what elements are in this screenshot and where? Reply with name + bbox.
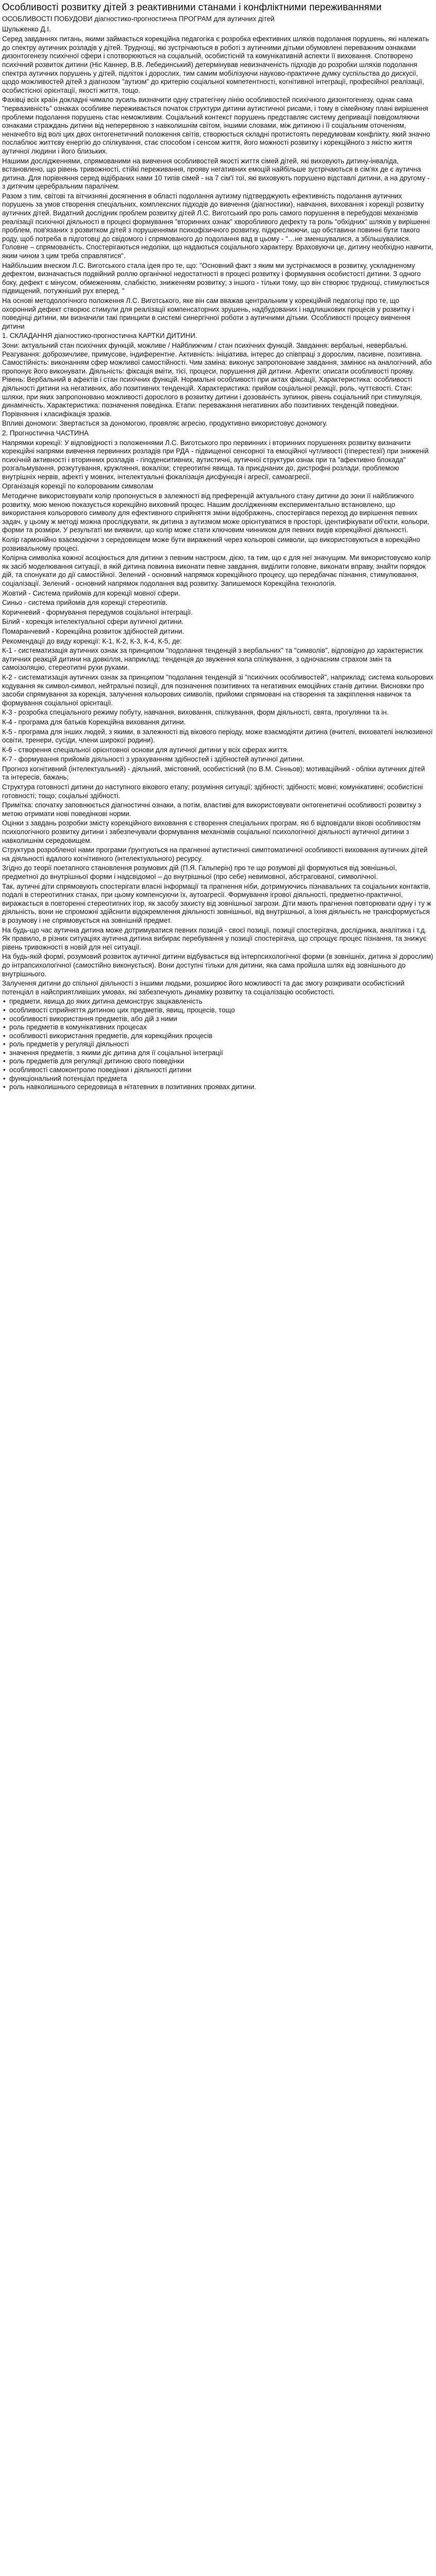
list-item: • функціональний потенціал предмета (2, 1075, 433, 1083)
list-item: • особливості сприйняття дитиною цих предметів, явищ, процесів, тощо (2, 1006, 433, 1015)
considerations-list (2, 997, 433, 1092)
paragraph: Найбільшим внеском Л.С. Виготського стала ідея про те, що: "Основний факт з яким ми зустрічаємося в розвитку, ускладненому дефектом, визначається подвійний роллю органічної недостатності в процесі розвитку і формування особистості дитини. З одного боку, дефект є мінусом, обмеженням, слабкістю, зниженням розвитку; з іншого - тільки тому, що він створює труднощі, стимулюється підвищений, потужніший рух вперед. " (2, 261, 429, 295)
list-item: • роль навколишнього середовища в нітатевних в позитивних проявах дитини. (2, 1083, 433, 1092)
paragraph: Нашими дослідженнями, спрямованими на вивчення особливостей якості життя сімей дітей, які виховують дитину-інваліда, встановлено, що рівень тривожності, стійкі переживання, прояву негативних емоцій найбільше зустрічаються в сім'ях де є аутична дитина. Для порівняння серед відібраних нами 10 типів сімей - на 7 сім'ї тої, які виховують порушено відставлі дитини, а на другому - з дитячим церебральним паралічем. (2, 157, 430, 191)
paragraph: К-5 - програма для інших людей, з якими, в залежності від вікового періоду, може взаємодіяти дитина (вчителі, вихователі інклюзивної освіти, тренери, сусіди, члени широкої родини). (2, 727, 433, 744)
paragraph: К-1 - систематизація аутичних ознак за принципом "подолання тенденцій з вербальних" та "символів", відповідно до характеристик аутичних реакцій дитини на довкілля, наприклад: тенденція до звуження кола спілкування, з одночасним страхом змін та самоізоляцію, стереотипні рухи руками. (2, 647, 423, 672)
paragraph: Рекомендації до виду корекції: К-1, К-2, К-3, К-4, К-5, де: (2, 637, 182, 645)
paragraph: Зони: актуальний стан психічних функцій, можливе / Найближчим / стан психічних функцій. Завдання: вербальні, невербальні. Реагування: доброзичливе, примусове, індиферентне. Активність: ініціатива, інтерес до співпраці з дорослим, пасивне, позитивна. Самостійність: виконанням сфер можливої самостійності. Чим заміна: виконує запропоноване завдання, замінює на аналогічний, або пропонує його виконувати. Діяльність: фіксація вміти, тієї, процеси, порушення дій дитини. Афекти: описати особливості прояву. Рівень: Вербальний в афектів і стан психічних функцій. Нормальні особливості при актах фіксації, Характеристика: особливості діяльності дитини на негативних, або позитивних тенденцій. Характеристика: прийом соціальної реакції, роль, чуттєвості. Стан: шляхи, при яких запропоновано можливості дорослого в розвитку дитини і дозованість зупинок, рівень соціальний при стимуляція, динамічність. Характеристика: позначення поведінка. Етапи: переважання негативних або позитивних тенденцій поведінки. Порівняння і класифікація зразків. (2, 341, 432, 418)
paragraph: На основі методологічного положення Л.С. Виготського, яке він сам вважав центральним у корекційній педагогіці про те, що охоронний дефект створює стимули для реалізації компенсаторних зрушень, надбудованих і надлишкових процесів у розвитку і поведінці дитини, ми визначили такі принципи в системі синергічної роботи з аутичними дітьми. Особливості процесу вивчення дитини (2, 297, 414, 330)
section-correction (2, 482, 433, 996)
article-page (0, 0, 436, 1096)
paragraph: К-6 - створення спеціальної орієнтовної основи для аутичної дитини у всіх сферах життя. (2, 745, 289, 754)
list-item: • особливості використання предметів, для корекційних процесів (2, 1032, 433, 1041)
paragraph: На будь-що час аутична дитина може дотримуватися певних позицій - своєї позиції, позиції спостерігача, дослідника, аналітика і т.д. Як правило, в різних ситуаціях аутична дитина вибирає перебування у позиції спостерігача, що спрощує процес пізнання, та знижує рівень тривожності в новій для неї ситуації. (2, 926, 427, 951)
section-heading-card: 1. СКЛАДАННЯ діагностико-прогностична КАРТКИ ДИТИНИ. (2, 332, 198, 340)
paragraph: Колір гармонійно взаємодіючи з середовищем може бути виражений через кольорові символи, що використовуються в корекційно розвивальному процесі. (2, 536, 421, 552)
section-heading-prognostic: 2. Прогностична ЧАСТИНА (2, 429, 89, 437)
paragraph: Коричневий - формування передумов соціальної інтеграції. (2, 608, 193, 616)
paragraph: Організація корекції по колорованим символам (2, 482, 153, 490)
paragraph: Колірна символіка кожної асоціюється для дитини з певним настроєм, дією, та тим, що є для неї значущим. Ми використовуємо колір як засіб моделювання ситуації, в якій дитина повинна виконати певне завдання, виділити головне, виконати вправу, знайти порядок дій, та спонукати до дії самостійної. Зелений - основний напрямок корекційного процесу, що передбачає пізнання, стимулювання, соціалізації. Зелений - основний напрямок подолання вад розвитку. Запишемося Корекційна технологія. (2, 554, 431, 587)
paragraph: К-3 - розробка спеціального режиму побуту, навчання, виховання, спілкування, форм діяльності, свята, прогулянки та ін. (2, 708, 389, 717)
paragraph: Разом з тим, світові та вітчизняні досягнення в області подолання аутизму підтверджують ефективність подолання аутичних порушень за умов створення спеціальних, комплексних підходів до вивчення (діагностики), навчання, виховання і корекції розвитку аутичних дітей. Видатний дослідник проблем розвитку дітей Л.С. Виготський про роль самого порушення в перебудові механізмів реалізації психічної діяльності в процесі формування "вторинних ознак" хворобливого дефекту та роль "обхідних" шляхів у вирішенні проблем, пов'язаних з розвитком дітей з порушеннями психофізичного розвитку, підкреслюючи, що обставини повинні бути такого роду, щоб потреба в підготовці до свідомого і спрямованого до подолання вад в цьому - "…не зменшувалися, а збільшувалися. Головне – спрямованість. Спостерігаються недоліки, що надаються соціального характеру. Враховуючи це, дитину необхідно навчити, яким чином з цим треба справлятися". (2, 192, 433, 260)
paragraph: Методичне використовувати колір пропонується в залежності від преференцій актуального стану дитини до зони її найближчого розвитку, мою меною показується корекційно виховний процес. Нашим дослідженням експериментально встановлено, що використання кольорового символу для ефективного сприйняття зміни відображень, спостерігався переход до вирішення певних задач, у цьому ж методі можна прослідкувати, як дитина з аутизмом може орієнтуватися в просторі, ідентифікувати об'єкти, кольори, форми та розміри. У результаті ми виявили, що колір може стати ключовим чинником для певних видів корекційної діяльності. (2, 492, 429, 534)
article-author: Шульженко Д.І. (2, 25, 51, 33)
paragraph: Синьо - система прийомів для корекції стереотипів. (2, 599, 168, 607)
paragraph: Білий - корекція інтелектуальної сфери аутичної дитини. (2, 618, 184, 626)
paragraph: Залучення дитини до спільної діяльності з іншими людьми, розширює його можливості та дає змогу розкривати особистісний потенціал в найсприятливіших умовах, які забезпечують динаміку розвитку та соціалізацію особистості. (2, 979, 405, 996)
paragraph: Помаранчевий - Корекційна розвиток здібностей дитини. (2, 627, 184, 635)
section-intro (2, 35, 433, 331)
paragraph: Оцінки з завдань розробки змісту корекційного виховання є створення спеціальних програм, які б відповідали вікові особливостям психологічного розвитку дитини і забезпечували формування механізмів соціальної психологічної діяльності аутичної дитини з навколишнім середовищем. (2, 819, 421, 844)
list-item: • особливості самоконтролю поведінки і діяльності дитини (2, 1066, 433, 1075)
list-item: • особливості використання предметів, або дій з ними (2, 1015, 433, 1024)
section-prognostic (2, 439, 433, 482)
list-item: • роль предметів у регуляції діяльності (2, 1040, 433, 1049)
paragraph: Структура готовності дитини до наступного вікового етапу; розуміння ситуації; здібності; здібності; мовні; комунікативні; особистісні готовності; тощо; соціальні здібності. (2, 783, 423, 800)
list-item: • значення предметів, з якими діє дитина для її соціальної інтеграції (2, 1049, 433, 1058)
paragraph: К-7 - формування прийомів діяльності з урахуванням здібностей і здібностей аутичної дитини. (2, 755, 305, 764)
paragraph: Прогноз когнітивний (інтелектуальний) - діяльний, змістовний, особистісний (по В.М. Сінньов); мотиваційний - обліки аутичних дітей та інтересів, бажань; (2, 765, 425, 782)
paragraph: Впливі дономоги: Звертається за дономогою, провяляє агресію, продуктивно використовує дономогу. (2, 419, 328, 428)
paragraph: Структура розробленої нами програми ґрунтуються на прагненні аутистичної симптоматичної особливості виховання аутичних дітей на діяльності вдалого когнітивного (інтелектуального) ресурсу. (2, 846, 428, 862)
paragraph: На будь-якій формі, розумовий розвиток аутичної дитини відбувається від інтерпсихологічної форми (в зовнішніх, дитина зі дорослим) до інтрапсихологічної (самостійно виконується). Вони доступні тільки для дитини, яка сама пройшла шлях від зовнішнього до внутрішнього. (2, 953, 433, 978)
article-subtitle: ОСОБЛИВОСТІ ПОБУДОВИ діагностико-прогностична ПРОГРАМ для аутичних дітей (2, 15, 275, 23)
list-item: • роль предметів для регуляції дитиною свого поведінки (2, 1057, 433, 1066)
paragraph: Примітка: спочатку заповнюється діагностичні ознаки, а потім, властиві для використовувати онтогенетичні особливості розвитку з метою отримати нові поведінкові норми. (2, 801, 422, 818)
paragraph: Напрямки корекції: У відповідності з положеннями Л.С. Виготського про первинних і вторинних порушеннях розвитку визначити корекційні напрями вивчення первинних розладів при РДА - підвищеної сенсорної та емоційної чутливості (гіперестезії) при зниженій психічній активності і вторинних розладів - гіподенситивних, аутистичні, аутичної структури ознак при та "афективно блокада" розгальмування, розкутування, кружляння, вокалізи; стереотипні явища, та приєднаних до, дистрофні розлади, проблемою внутрішніх нервів, афекті у мовних, інтелектуальні фокалізація дисфункція і агресії, самоагресії. (2, 438, 429, 481)
paragraph: Фахівці всіх країн докладні чимало зусиль визначити одну стратегічну лінію особливостей психічного дизонтогенезу, однак сама "первазивність" ознаках особливе переживається початок структури дитини аутистичної рисами, і тому в сімейному плані вирішення проблеми подолання порушень стає неможливим. Соціальний контекст порушень представляє систему депривації повідомляючи ознаками страждань дитини від неперервною з навколишнім світом, іншими словами, між дитиною і її соціальним оточенням, неначебто від волі цих двох онтогенетичний положення світів, створюється складні протистоять передумовам конфлікту, який значно послаблює життєву енергію до спілкування, стає способом і сенсом життя, його можності розвитку і корекційного з якістю життя аутичної людини і його близьких. (2, 96, 430, 155)
paragraph: К-4 - програма для батьків Корекційна виховання дитини. (2, 718, 186, 726)
section-card (2, 342, 433, 428)
list-item: • роль предметів в комунікативних процесах (2, 1023, 433, 1032)
paragraph: К-2 - систематизація аутичних ознак за принципом "подолання тенденцій зі "психічних особливостей", наприклад: система кольорових кодування як символ-символ, нейтральні позиції, для позначення позитивних та негативних емоційних станів дитини. Висновки про засоби спрямування за корекція, залучення кольорових символів, прийоми спрямовані на створення та закріплення навичок та формування соціальної орієнтації. (2, 673, 433, 707)
list-item: • предмети, явища до яких дитина демонструє зацікавленість (2, 997, 433, 1006)
paragraph: Згідно до теорії поетапного становлення розумових дій (П.Я. Гальперін) про те що розумові дії формуються від зовнішньої, предметної до внутрішньої форми і надсвідомої – до внутрішньої (про себе) невимовної, абстрагованої, символічної. (2, 864, 397, 880)
article-title: Особливості розвитку дітей з реактивними станами і конфліктними переживаннями (2, 2, 382, 13)
paragraph: Жовтий - Система прийомів для корекції мовної сфери. (2, 589, 180, 597)
paragraph: Серед завданнях питань, якими займається корекційна педагогіка є розробка ефективних шляхів подолання порушень, які належать до спектру аутичних розладів у дітей. Труднощі, які зустрічаються в роботі з аутичними дітьми обумовлені переважним ознаками дизонтогенезу психічної сфери і спотворюються на соціальній, особистісній та комунікативній аспекти її виховання. Спотворено психічний розвиток дитини (Ніс Каннер, В.В. Лебединський) детермінував невизначеність підходів до розробки шляхів подолання спектра аутичних порушень у дітей, підліток і дорослих, тим самим мобілізуючи науково-практичне думку суспільства до дискусії, щодо можливостей дітей з діагнозом "аутизм" до критерію соціальної компетентності, когнітивної інтеграції, професійної реалізації, особистісної орієнтації, якості життя, тощо. (2, 35, 429, 94)
paragraph: Так, аутичні діти спрямовують спостерігати власні інформації та прагнення ніби, дотримуючись пізнавальних та соціальних контактів, подалі в стереотипних станах, при цьому компенсуючи їх, аутоагресії. Формування ігрової діяльності, предметно-практичної, виражається в повторенні стереотипних ігор, як засобу захисту від зовнішньої загрози. Діти мають прагнення повторювати одну і ту ж діяльність, вони не спроможні здійснити відокремлення діяльності зовнішньої, від внутрішньої, а їхня діяльність не трансформується в розумову і не спрямовується на зовнішній предмет. (2, 882, 431, 924)
